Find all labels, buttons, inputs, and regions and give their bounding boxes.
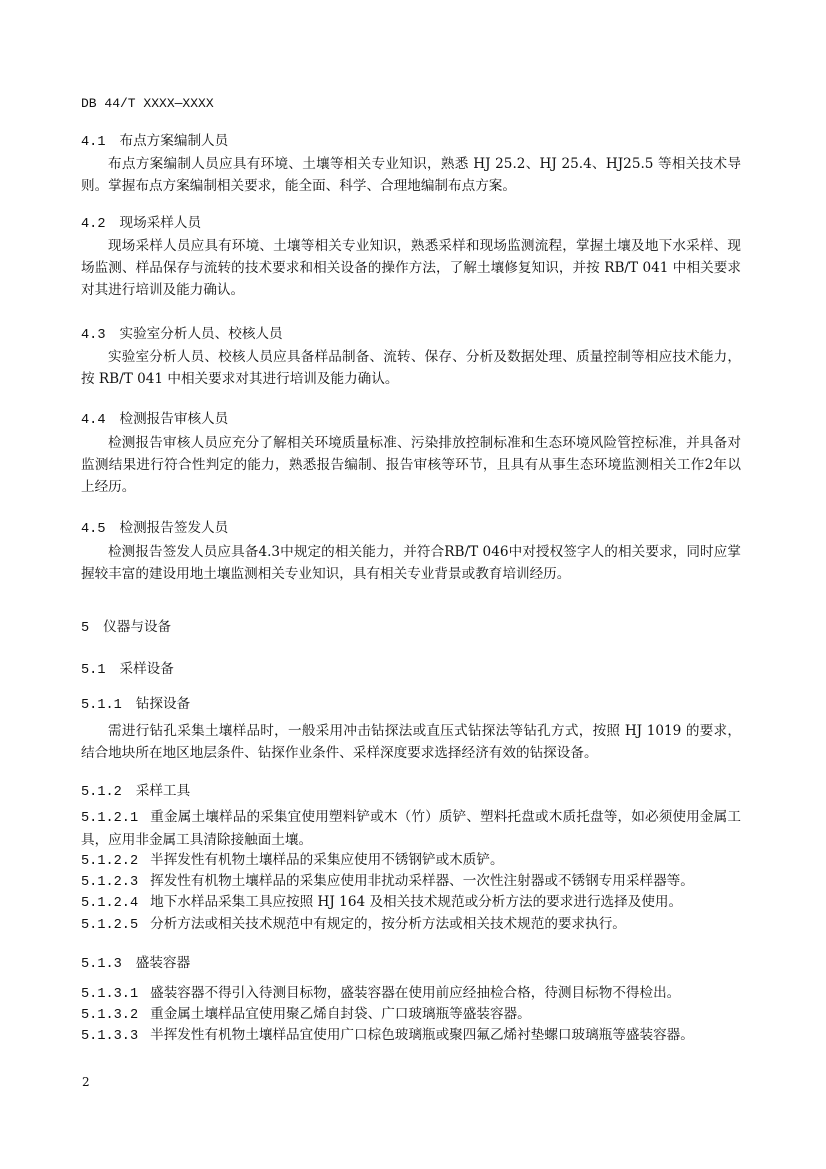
item-number: 5.1.2.4 <box>81 896 139 911</box>
heading-4-4 <box>81 407 741 428</box>
item-number: 5.1.3.3 <box>81 1029 139 1044</box>
item-number: 5.1.2.1 <box>81 811 139 826</box>
paragraph-4-3: 实验室分析人员、校核人员应具备样品制备、流转、保存、分析及数据处理、质量控制等相应技术能力，按 RB/T 041 中相关要求对其进行培训及能力确认。 <box>81 349 741 387</box>
heading-4-1 <box>81 129 741 150</box>
heading-number: 5.1.2 <box>81 785 122 800</box>
heading-4-5 <box>81 516 741 537</box>
heading-number: 5 <box>81 621 90 636</box>
item-number: 5.1.2.3 <box>81 875 139 890</box>
heading-title: 钻探设备 <box>135 696 191 712</box>
list-item-5-1-3-3 <box>81 1025 741 1048</box>
paragraph-5-1-1: 需进行钻孔采集土壤样品时，一般采用冲击钻探法或直压式钻探法等钻孔方式，按照 HJ 1019 的要求，结合地块所在地区地层条件、钻探作业条件、采样深度要求选择经济有效的钻探设备。 <box>81 723 741 761</box>
heading-number: 5.1.3 <box>81 957 122 972</box>
heading-number: 5.1 <box>81 663 106 678</box>
heading-5-1-2 <box>81 779 741 800</box>
heading-number: 5.1.1 <box>81 698 122 713</box>
item-text: 挥发性有机物土壤样品的采集应使用非扰动采样器、一次性注射器或不锈钢专用采样器等。 <box>150 873 694 889</box>
heading-4-3 <box>81 322 741 343</box>
heading-4-2 <box>81 211 741 232</box>
paragraph-4-2: 现场采样人员应具有环境、土壤等相关专业知识，熟悉采样和现场监测流程，掌握土壤及地下水采样、现场监测、样品保存与流转的技术要求和相关设备的操作方法，了解土壤修复知识，并按 RB/T 041 中相关要求对其进行培训及能力确认。 <box>81 238 741 298</box>
heading-title: 盛装容器 <box>135 955 191 971</box>
item-number: 5.1.3.2 <box>81 1008 139 1023</box>
item-number: 5.1.3.1 <box>81 987 139 1002</box>
heading-5-1-1 <box>81 692 741 713</box>
paragraph-4-1: 布点方案编制人员应具有环境、土壤等相关专业知识，熟悉 HJ 25.2、HJ 25.4、HJ25.5 等相关技术导则。掌握布点方案编制相关要求，能全面、科学、合理地编制布点方案。 <box>81 156 741 194</box>
page-number: 2 <box>82 1075 90 1089</box>
item-number: 5.1.2.2 <box>81 854 139 869</box>
item-text: 半挥发性有机物土壤样品的采集应使用不锈钢铲或木质铲。 <box>150 852 504 868</box>
item-text: 半挥发性有机物土壤样品宜使用广口棕色玻璃瓶或聚四氟乙烯衬垫螺口玻璃瓶等盛装容器。 <box>150 1027 694 1043</box>
heading-title: 检测报告签发人员 <box>119 520 229 536</box>
heading-number: 4.4 <box>81 413 106 428</box>
heading-5 <box>81 615 741 636</box>
heading-title: 仪器与设备 <box>103 619 172 635</box>
heading-5-1-3 <box>81 951 741 972</box>
heading-number: 4.5 <box>81 522 106 537</box>
item-text: 盛装容器不得引入待测目标物，盛装容器在使用前应经抽检合格，待测目标物不得检出。 <box>150 985 681 1001</box>
heading-number: 4.3 <box>81 328 106 343</box>
item-text: 重金属土壤样品的采集宜使用塑料铲或木（竹）质铲、塑料托盘或木质托盘等，如必须使用金属工具，应用非金属工具清除接触面土壤。 <box>81 809 741 848</box>
heading-title: 实验室分析人员、校核人员 <box>119 326 283 342</box>
list-item-5-1-2-5 <box>81 914 741 937</box>
paragraph-4-4: 检测报告审核人员应充分了解相关环境质量标准、污染排放控制标准和生态环境风险管控标准，并具备对监测结果进行符合性判定的能力，熟悉报告编制、报告审核等环节，且具有从事生态环境监测相关工作2年以上经历。 <box>81 435 741 495</box>
item-text: 分析方法或相关技术规范中有规定的，按分析方法或相关技术规范的要求执行。 <box>150 916 626 932</box>
heading-5-1 <box>81 657 741 678</box>
list-item-5-1-2-1 <box>81 807 741 851</box>
heading-title: 采样设备 <box>119 661 174 677</box>
heading-title: 现场采样人员 <box>119 215 202 231</box>
paragraph-4-5: 检测报告签发人员应具备4.3中规定的相关能力，并符合RB/T 046中对授权签字人的相关要求，同时应掌握较丰富的建设用地土壤监测相关专业知识，具有相关专业背景或教育培训经历。 <box>81 544 741 582</box>
item-text: 重金属土壤样品宜使用聚乙烯自封袋、广口玻璃瓶等盛装容器。 <box>150 1006 531 1022</box>
list-item-5-1-2-2 <box>81 850 741 873</box>
item-text: 地下水样品采集工具应按照 HJ 164 及相关技术规范或分析方法的要求进行选择及使用。 <box>150 894 683 910</box>
list-item-5-1-3-1 <box>81 983 741 1006</box>
list-item-5-1-2-4 <box>81 892 741 915</box>
heading-title: 检测报告审核人员 <box>119 411 229 427</box>
heading-number: 4.1 <box>81 135 106 150</box>
heading-number: 4.2 <box>81 217 106 232</box>
item-number: 5.1.2.5 <box>81 918 139 933</box>
heading-title: 布点方案编制人员 <box>119 133 229 149</box>
list-item-5-1-3-2 <box>81 1004 741 1027</box>
document-code: DB 44/T XXXX—XXXX <box>81 96 214 111</box>
list-item-5-1-2-3 <box>81 871 741 894</box>
heading-title: 采样工具 <box>135 783 191 799</box>
